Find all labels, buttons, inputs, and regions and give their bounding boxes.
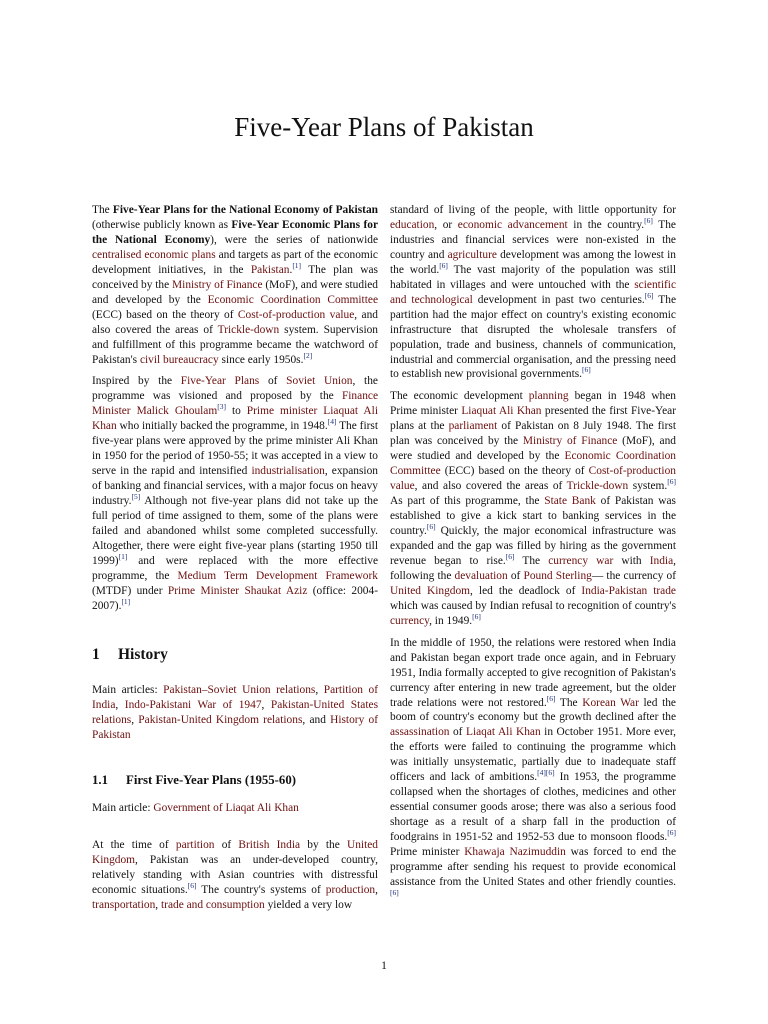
text-run: , (315, 683, 324, 696)
paragraph-standard (390, 203, 676, 382)
page-title: Five-Year Plans of Pakistan (234, 112, 534, 142)
right-column (390, 203, 676, 912)
wiki-link[interactable]: Prime minister Liaquat Ali Khan (92, 405, 378, 433)
text-run: , Pakistan was an under-developed country, relatively standing with Asian countries with distressful economic situations. (92, 854, 378, 897)
paragraph-partition (92, 838, 378, 913)
text-run: The economic development (390, 390, 529, 403)
citation-link[interactable]: [4][6] (537, 768, 555, 778)
wiki-link[interactable]: Liaqat Ali Khan (465, 726, 541, 739)
wiki-link[interactable]: United Kingdom (390, 584, 471, 597)
text-run: was forced to end the programme after sending his request to provide economical assistance from the United States and other friendly counties. (390, 846, 676, 888)
subsection-title: First Five-Year Plans (1955-60) (126, 772, 296, 787)
wiki-link[interactable]: History of Pakistan (92, 713, 378, 741)
paragraph-development (390, 389, 676, 628)
text-run: , and also covered the areas of (414, 480, 567, 493)
citation (292, 261, 301, 270)
text-run: with (613, 554, 650, 567)
text-run: system. Supervision and fulfillment of this programme became the watchword of Pakistan's (92, 323, 379, 366)
citation-link[interactable]: [6] (582, 365, 591, 375)
wiki-link[interactable]: Khawaja Nazimuddin (464, 846, 566, 859)
text-run: development in past two centuries. (472, 293, 645, 306)
citation-link[interactable]: [6] (667, 828, 676, 838)
text-run: by the (300, 839, 347, 852)
text-run: , (131, 713, 139, 726)
citation-link[interactable]: [6] (390, 888, 399, 898)
citation (667, 477, 676, 486)
citation-link[interactable]: [4] (327, 417, 337, 427)
citation (472, 612, 481, 621)
text-run: of Pakistan was established to give a kick start to banking services in the country. (390, 495, 676, 538)
text-run: system. (628, 480, 668, 493)
history-main-articles (92, 683, 378, 743)
intro-paragraphs (92, 203, 378, 614)
wiki-link[interactable]: Economic Coordination Committee (207, 293, 378, 306)
text-run: who initially backed the programme, in 1948. (116, 420, 328, 433)
wiki-link[interactable]: Trickle-down (217, 323, 280, 336)
text-run: to (225, 405, 247, 418)
text-run: At the time of (92, 839, 176, 852)
wiki-link[interactable]: currency (390, 614, 430, 627)
citation-link[interactable]: [6] (426, 522, 436, 532)
text-run: The (555, 696, 583, 709)
text-run: led the boom of country's economy but the growth declined after the (390, 696, 676, 724)
section-title: History (118, 645, 168, 663)
wiki-link[interactable]: State Bank (544, 495, 596, 508)
citation-link[interactable]: [6] (505, 552, 515, 562)
wiki-link[interactable]: Pound Sterling (523, 569, 592, 582)
wiki-link[interactable]: production (325, 884, 376, 897)
citation (188, 881, 197, 890)
citation (121, 597, 130, 606)
citation (645, 291, 654, 300)
citation (303, 351, 312, 360)
text-run: which was caused by Indian refusal to recognition of country's (390, 599, 676, 612)
wiki-link[interactable]: transportation (92, 899, 156, 912)
wiki-link[interactable]: Cost-of-production value (237, 308, 355, 321)
citation (644, 216, 653, 225)
paragraph-inspired (92, 374, 378, 613)
citation-link[interactable]: [3] (217, 402, 226, 412)
text-run: The vast majority of the population was still habitated in villages and were untouched with the (390, 263, 676, 291)
wiki-link[interactable]: Pakistan (250, 263, 290, 276)
text-run: Inspired by the (92, 375, 181, 388)
wiki-link[interactable]: Ministry of Finance (522, 435, 618, 448)
text-run: (office: 2004-2007). (92, 584, 378, 612)
text-run: of (259, 375, 287, 388)
paragraph-history-main (92, 683, 378, 743)
citation (439, 261, 448, 270)
text-run: , expansion of banking and financial services, with a major focus on heavy industry. (92, 465, 378, 508)
wiki-link[interactable]: parliament (448, 420, 498, 433)
wiki-link[interactable]: Korean War (582, 696, 639, 709)
bold-term: Five-Year Plans for the National Economy of Pakistan (112, 204, 378, 216)
citation (217, 403, 226, 412)
citation-link[interactable]: [6] (187, 881, 197, 891)
wiki-link[interactable]: currency war (548, 554, 614, 567)
wiki-link[interactable]: Pakistan-United States relations (92, 698, 379, 726)
wiki-link[interactable]: Indo-Pakistani War of 1947 (124, 698, 262, 711)
text-run: The plan was conceived by the (92, 263, 378, 291)
text-run: ), were the series of nationwide (210, 233, 378, 246)
page-number: 1 (381, 960, 387, 972)
text-run: in the country. (567, 218, 645, 231)
text-run: — the currency of (591, 569, 677, 582)
paragraph-middle1950 (390, 636, 676, 905)
bold-term: Five-Year Economic Plans for the National Economy (92, 218, 378, 246)
citation (131, 492, 140, 501)
citation-link[interactable]: [6] (472, 611, 481, 621)
text-run: presented the first Five-Year plans at the (390, 405, 676, 433)
text-run: yielded a very low (264, 899, 353, 912)
text-run: (ECC) based on the theory of (440, 465, 589, 478)
text-run: , (115, 698, 125, 711)
wiki-link[interactable]: United Kingdom (92, 839, 379, 867)
citation (582, 366, 591, 375)
wiki-link[interactable]: India (649, 554, 674, 567)
paragraph-intro (92, 203, 378, 367)
wiki-link[interactable]: devaluation (454, 569, 508, 582)
citation (667, 828, 676, 837)
right-paragraphs (390, 203, 676, 905)
citation-link[interactable]: [1] (292, 261, 302, 271)
citation-link[interactable]: [5] (131, 492, 141, 502)
wiki-link[interactable]: industrialisation (251, 465, 325, 478)
text-run: of (214, 839, 239, 852)
citation-link[interactable]: [6] (546, 693, 556, 703)
wiki-link[interactable]: Economic Coordination Committee (390, 450, 676, 478)
paragraph-first-plan-main (92, 801, 378, 816)
text-run: , and (302, 713, 331, 726)
wiki-link[interactable]: Medium Term Development Framework (177, 569, 378, 582)
text-run: since early 1950s. (218, 353, 304, 366)
wiki-link[interactable]: economic advancement (457, 218, 568, 231)
citation-link[interactable]: [6] (644, 290, 654, 300)
left-column (92, 203, 378, 920)
text-run: , following the (390, 554, 676, 582)
wiki-link[interactable]: Pakistan-United Kingdom relations (138, 713, 303, 726)
text-run: (ECC) based on the theory of (92, 308, 238, 321)
wiki-link[interactable]: education (390, 218, 435, 231)
text-run: The industries and financial services were non-existed in the country and (390, 218, 676, 261)
wiki-link[interactable]: British India (238, 839, 301, 852)
text-run: Main articles: (92, 683, 164, 696)
section-heading-history (92, 645, 378, 663)
text-run: Prime minister (390, 846, 465, 859)
text-run: Quickly, the major economical infrastructure was expanded and the gap was filled by hiring as the government revenue began to rise. (390, 525, 676, 567)
wiki-link[interactable]: Partition of India (92, 683, 378, 711)
text-run: of Pakistan on 8 July 1948. The first plan was conceived by the (390, 420, 676, 448)
text-run: In the middle of 1950, the relations were restored when India and Pakistan began export trade once again, and in February 1951, India formally accepted to give recognition of Pakistan's currency after entering in new trade agreement, but the older trade relations were not restored. (390, 636, 676, 709)
text-run: The (92, 204, 113, 216)
text-run: In 1953, the programme collapsed when the shortages of clothes, medicines and other essential consumer goods arose; there was also a serious food shortage as a result of a sharp fall in the production of foodgrains in 1951-52 and 1952-53 due to monsoon floods. (390, 771, 676, 844)
text-run: standard of living of the people, with little opportunity for (390, 204, 676, 216)
text-run: , (261, 698, 271, 711)
text-run: of (507, 569, 524, 582)
first-plan-main-article (92, 801, 378, 816)
wiki-link[interactable]: scientific and technological (390, 278, 676, 306)
wiki-link[interactable]: Trickle-down (566, 480, 629, 493)
text-run: (MoF), and were studied and developed by the (390, 435, 677, 463)
wiki-link[interactable]: agriculture (447, 248, 497, 261)
text-run: , the programme was visioned and proposed by the (92, 375, 378, 403)
citation (537, 768, 555, 777)
citation-link[interactable]: [1] (118, 552, 128, 562)
subsection-number: 1.1 (92, 772, 108, 787)
text-run: The first five-year plans were approved by the prime minister Ali Khan in 1950 for the period of 1950-55; it was accepted in a view to serve in the rapid and intensified (92, 420, 379, 478)
text-run: of (449, 726, 466, 739)
wiki-link[interactable]: civil bureaucracy (139, 353, 219, 366)
section-number: 1 (92, 645, 100, 663)
wiki-link[interactable]: Five-Year Plans (180, 375, 260, 388)
wiki-link[interactable]: Liaquat Ali Khan (461, 405, 542, 418)
text-run: The country's systems of (196, 884, 326, 897)
text-run: (MTDF) under (92, 584, 168, 597)
text-run: The (514, 554, 549, 567)
text-run: The partition had the major effect on country's existing economic infrastructure that disrupted the wholesale transfers of population, trade and business, channels of communication, industrial and commercial organisation, and the pressing need to establish new provisional governments. (390, 293, 677, 381)
wiki-link[interactable]: partition (175, 839, 215, 852)
text-run: began in 1948 when Prime minister (390, 390, 676, 418)
text-run: , (375, 884, 378, 897)
text-run: , and also covered the areas of (92, 308, 378, 336)
text-run: , in 1949. (429, 614, 473, 627)
text-run: , led the deadlock of (470, 584, 582, 597)
citation-link[interactable]: [2] (303, 350, 313, 360)
wiki-link[interactable]: Prime Minister Shaukat Aziz (167, 584, 308, 597)
text-run: , or (434, 218, 458, 231)
citation-link[interactable]: [1] (121, 596, 131, 606)
text-run: and were replaced with the more effective programme, the (92, 554, 378, 582)
wiki-link[interactable]: Cost-of-production value (390, 465, 676, 493)
wiki-link[interactable]: India-Pakistan trade (581, 584, 676, 597)
wiki-link[interactable]: assassination (390, 726, 450, 739)
citation-link[interactable]: [6] (667, 477, 676, 487)
wiki-link[interactable]: trade and consumption (160, 899, 265, 912)
text-run: in October 1951. More ever, the efforts were failed to continuing the programme which was initially unsystematic, partially due to inadequate staff officers and lack of ambitions. (390, 726, 677, 784)
text-run: , (155, 899, 161, 912)
wiki-link[interactable]: Soviet Union (286, 375, 353, 388)
text-run: (MoF), and were studied and developed by the (92, 278, 378, 306)
wiki-link[interactable]: Ministry of Finance (172, 278, 263, 291)
wiki-link[interactable]: Government of Liaqat Ali Khan (153, 802, 299, 815)
wiki-link[interactable]: Pakistan–Soviet Union relations (163, 683, 316, 696)
text-run: (otherwise publicly known as (92, 218, 232, 231)
wiki-link[interactable]: centralised economic plans (92, 248, 216, 261)
citation (427, 522, 436, 531)
wiki-link[interactable]: Finance Minister Malick Ghoulam (92, 390, 378, 418)
citation (390, 888, 399, 897)
citation-link[interactable]: [6] (439, 261, 448, 271)
text-run: development was among the lowest in the world. (390, 248, 676, 276)
text-run: . (289, 263, 293, 276)
text-run: Although not five-year plans did not take up the full period of time assigned to them, some of the plans were failed and abandoned whilst some completed successfully. Altogether, there were eight five-year plans (starting 1950 till 1999) (92, 495, 378, 567)
subsection-heading-first-plans (92, 773, 378, 788)
text-run: and targets as part of the economic development initiatives, in the (92, 248, 378, 276)
text-run: Main article: (92, 802, 154, 815)
partition-paragraph (92, 838, 378, 913)
citation-link[interactable]: [6] (644, 216, 653, 226)
text-run: As part of this programme, the (390, 495, 545, 508)
wiki-link[interactable]: planning (528, 390, 569, 403)
